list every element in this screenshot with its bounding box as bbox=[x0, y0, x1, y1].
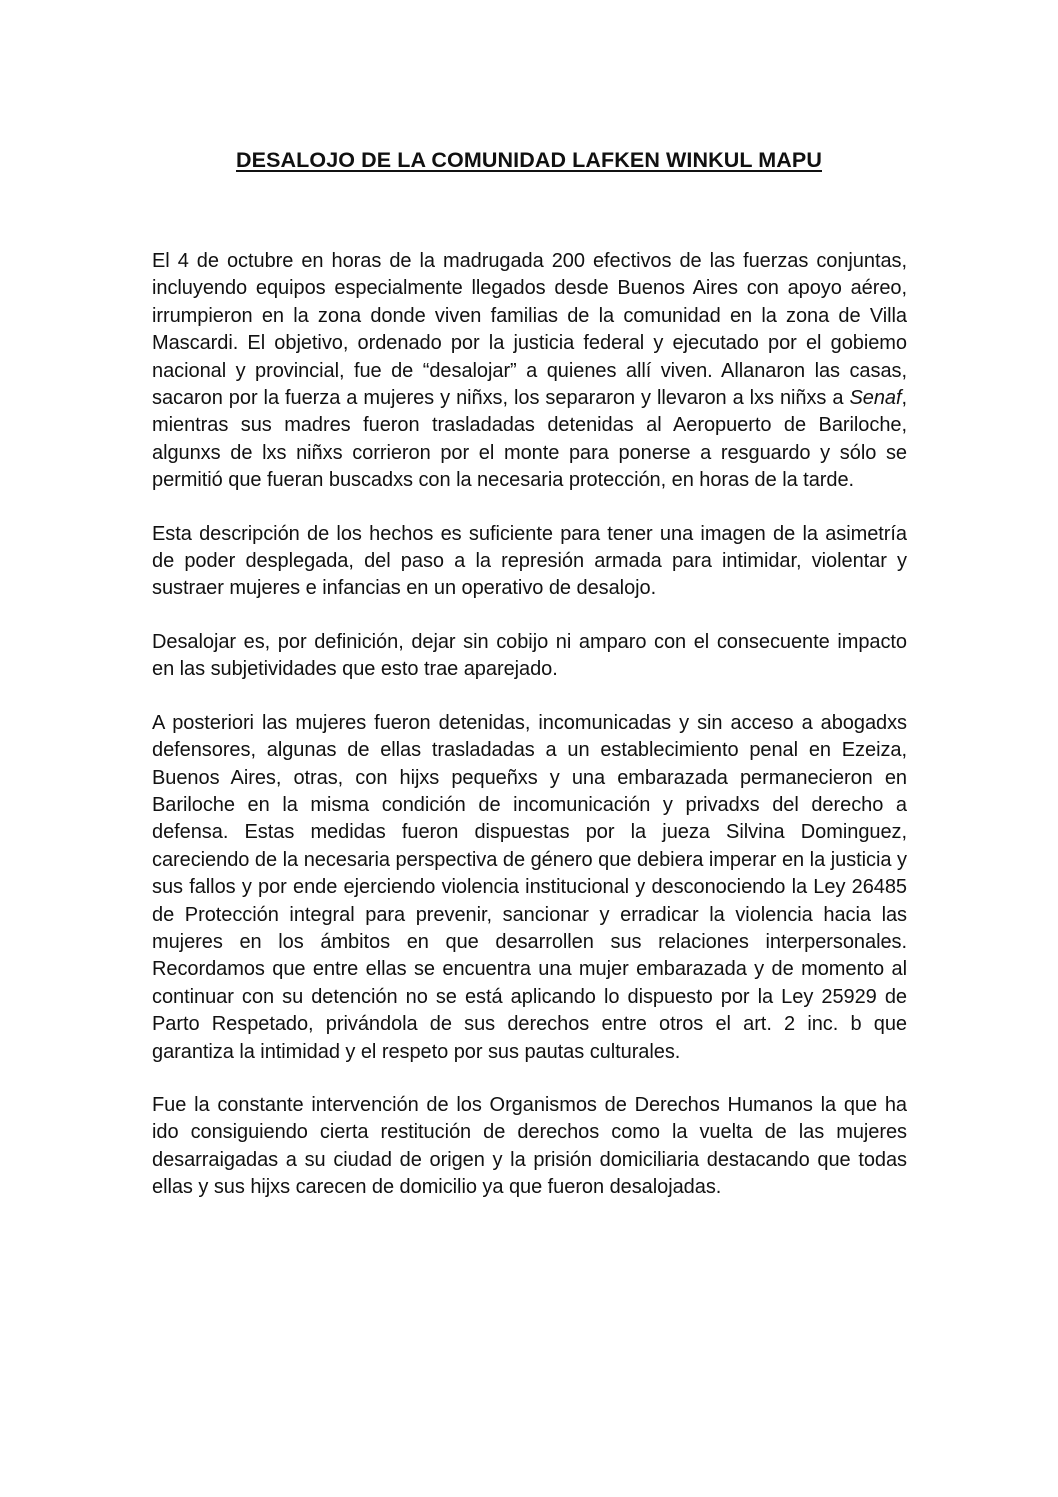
document-title: DESALOJO DE LA COMUNIDAD LAFKEN WINKUL MAPU bbox=[236, 148, 822, 172]
paragraph-1-text-start: El 4 de octubre en horas de la madrugada 200 efectivos de las fuerzas conjuntas, incluyendo equipos especialmente llegados desde Buenos Aires con apoyo aéreo, irrumpieron en la zona donde viven familias de la comunidad en la zona de Villa Mascardi. El objetivo, ordenado por la justicia federal y ejecutado por el gobiemo nacional y provincial, fue de “desalojar” a quienes allí viven. Allanaron las casas, sacaron por la fuerza a mujeres y niñxs, los separaron y llevaron a lxs niñxs a bbox=[152, 250, 907, 410]
paragraph-4: A posteriori las mujeres fueron detenidas, incomunicadas y sin acceso a abogadxs defensores, algunas de ellas trasladadas a un establecimiento penal en Ezeiza, Buenos Aires, otras, con hijxs pequeñxs y una embarazada permanecieron en Bariloche en la misma condición de incomunicación y privadxs del derecho a defensa. Estas medidas fueron dispuestas por la jueza Silvina Dominguez, careciendo de la necesaria perspectiva de género que debiera imperar en la justicia y sus fallos y por ende ejerciendo violencia institucional y desconociendo la Ley 26485 de Protección integral para prevenir, sancionar y erradicar la violencia hacia las mujeres en los ámbitos en que desarrollen sus relaciones interpersonales. Recordamos que entre ellas se encuentra una mujer embarazada y de momento al continuar con su detención no se está aplicando lo dispuesto por la Ley 25929 de Parto Respetado, privándola de sus derechos entre otros el art. 2 inc. b que garantiza la intimidad y el respeto por sus pautas culturales. bbox=[152, 711, 907, 1063]
paragraph-1-text-end: , mientras sus madres fueron trasladadas detenidas al Aeropuerto de Bariloche, algunxs de lxs niñxs corrieron por el monte para ponerse a resguardo y sólo se permitió que fueran buscadxs con la necesaria protección, en horas de la tarde. bbox=[152, 387, 907, 492]
paragraph-1 bbox=[152, 248, 907, 495]
paragraph-5: Fue la constante intervención de los Organismos de Derechos Humanos la que ha ido consiguiendo cierta restitución de derechos como la vuelta de las mujeres desarraigadas a su ciudad de origen y la prisión domiciliaria destacando que todas ellas y sus hijxs carecen de domicilio ya que fueron desalojadas. bbox=[152, 1093, 907, 1199]
paragraph-3: Desalojar es, por definición, dejar sin cobijo ni amparo con el consecuente impacto en las subjetividades que esto trae aparejado. bbox=[152, 630, 907, 681]
senaf-italic: Senaf bbox=[849, 387, 902, 410]
document-body bbox=[152, 248, 907, 1228]
paragraph-2: Esta descripción de los hechos es suficiente para tener una imagen de la asimetría de poder desplegada, del paso a la represión armada para intimidar, violentar y sustraer mujeres e infancias en un operativo de desalojo. bbox=[152, 522, 907, 600]
